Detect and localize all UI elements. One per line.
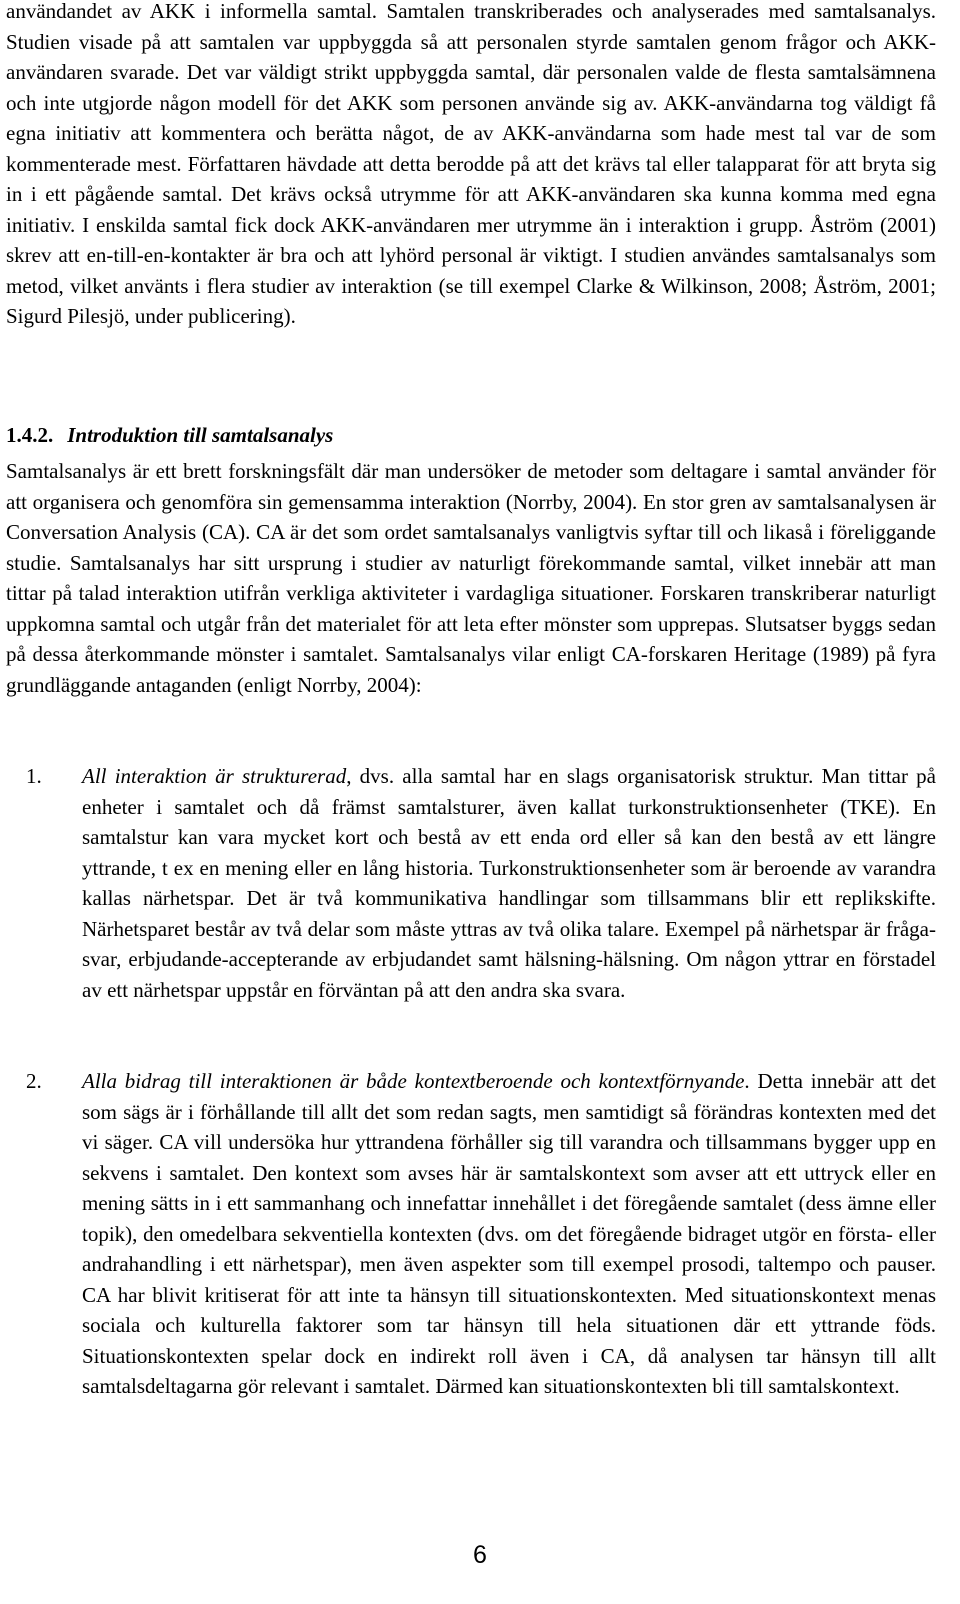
list-item-title: All interaktion är strukturerad (82, 764, 347, 788)
list-item-number: 2. (26, 1069, 42, 1093)
page-number: 6 (473, 1541, 487, 1569)
section-title: Introduktion till samtalsanalys (67, 423, 334, 447)
body-paragraph-intro: Samtalsanalys är ett brett forskningsfält där man undersöker de metoder som deltagare i samtal använder för att organisera och genomföra sin gemensamma interaktion (Norrby, 2004). En stor gren av samtalsanalysen är Conversation Analysis (CA). CA är det som ordet samtalsanalys vanligtvis syftar till och likaså i föreliggande studie. Samtalsanalys har sitt ursprung i studier av naturligt förekommande samtal, vilket innebär att man tittar på talad interaktion utifrån verkliga aktiviteter i vardagliga situationer. Forskaren transkriberar naturligt uppkomna samtal och utgår från det materialet för att leta efter mönster som upprepas. Slutsatser byggs sedan på dessa återkommande mönster i samtalet. Samtalsanalys vilar enligt CA-forskaren Heritage (1989) på fyra grundläggande antaganden (enligt Norrby, 2004): (6, 459, 936, 697)
list-item-text: . Detta innebär att det som sägs är i förhållande till allt det som redan sagts, men samtidigt så förändras kontexten med det vi säger. CA vill undersöka hur yttrandena förhåller sig till varandra och tillsammans bygger upp en sekvens i samtalet. Den kontext som avses här är samtalskontext som avser att ett uttryck eller en mening sätts in i ett sammanhang och innefattar innehållet i det föregående samtalet (dess ämne eller topik), den omedelbara sekventiella kontexten (dvs. om det föregående bidraget utgör en första- eller andrahandling i ett närhetspar), men även aspekter som till exempel prosodi, taltempo och pauser. CA har blivit kritiserat för att inte ta hänsyn till situationskontexten. Med situationskontext menas sociala och kulturella faktorer som tar hänsyn till hela situationen där ett yttrande föds. Situationskontexten spelar dock en indirekt roll även i CA, då analysen tar hänsyn till allt samtalsdeltagarna gör relevant i samtalet. Därmed kan situationskontexten bli till samtalskontext. (82, 1069, 936, 1398)
section-number: 1.4.2. (6, 423, 54, 447)
assumptions-list-part-2 (6, 1066, 936, 1402)
list-item-title: Alla bidrag till interaktionen är både kontextberoende och kontextförnyande (82, 1069, 745, 1093)
assumptions-list-part-1 (6, 761, 936, 1005)
body-paragraph-akk-study: användandet av AKK i informella samtal. Samtalen transkriberades och analyserades med samtalsanalys. Studien visade på att samtalen var uppbyggda så att personalen styrde samtalen genom frågor och AKK-användaren svarade. Det var väldigt strikt uppbyggda samtal, där personalen valde de flesta samtalsämnena och inte utgjorde någon modell för det AKK som personen använde sig av. AKK-användarna tog väldigt få egna initiativ att kommentera och berätta något, de av AKK-användarna som hade mest tal var de som kommenterade mest. Författaren hävdade att detta berodde på att det krävs tal eller talapparat för att bryta sig in i ett pågående samtal. Det krävs också utrymme för att AKK-användaren ska kunna komma med egna initiativ. I enskilda samtal fick dock AKK-användaren mer utrymme än i interaktion i grupp. Åström (2001) skrev att en-till-en-kontakter är bra och att lyhörd personal är viktigt. I studien användes samtalsanalys som metod, vilket använts i flera studier av interaktion (se till exempel Clarke & Wilkinson, 2008; Åström, 2001; Sigurd Pilesjö, under publicering). (6, 0, 936, 328)
list-item (6, 761, 936, 1005)
list-item (6, 1066, 936, 1402)
list-item-number: 1. (26, 764, 42, 788)
section-heading (6, 420, 333, 450)
list-item-text: , dvs. alla samtal har en slags organisatorisk struktur. Man tittar på enheter i samtalet och då främst samtalsturer, även kallat turkonstruktionsenheter (TKE). En samtalstur kan vara mycket kort och bestå av ett enda ord eller så kan den bestå av ett längre yttrande, t ex en mening eller en lång historia. Turkonstruktionsenheter som är beroende av varandra kallas närhetspar. Det är två kommunikativa handlingar som tillsammans blir ett replikskifte. Närhetsparet består av två delar som måste yttras av två olika talare. Exempel på närhetspar är fråga-svar, erbjudande-accepterande av erbjudandet samt hälsning-hälsning. Om någon yttrar en förstadel av ett närhetspar uppstår en förväntan på att den andra ska svara. (82, 764, 937, 1002)
